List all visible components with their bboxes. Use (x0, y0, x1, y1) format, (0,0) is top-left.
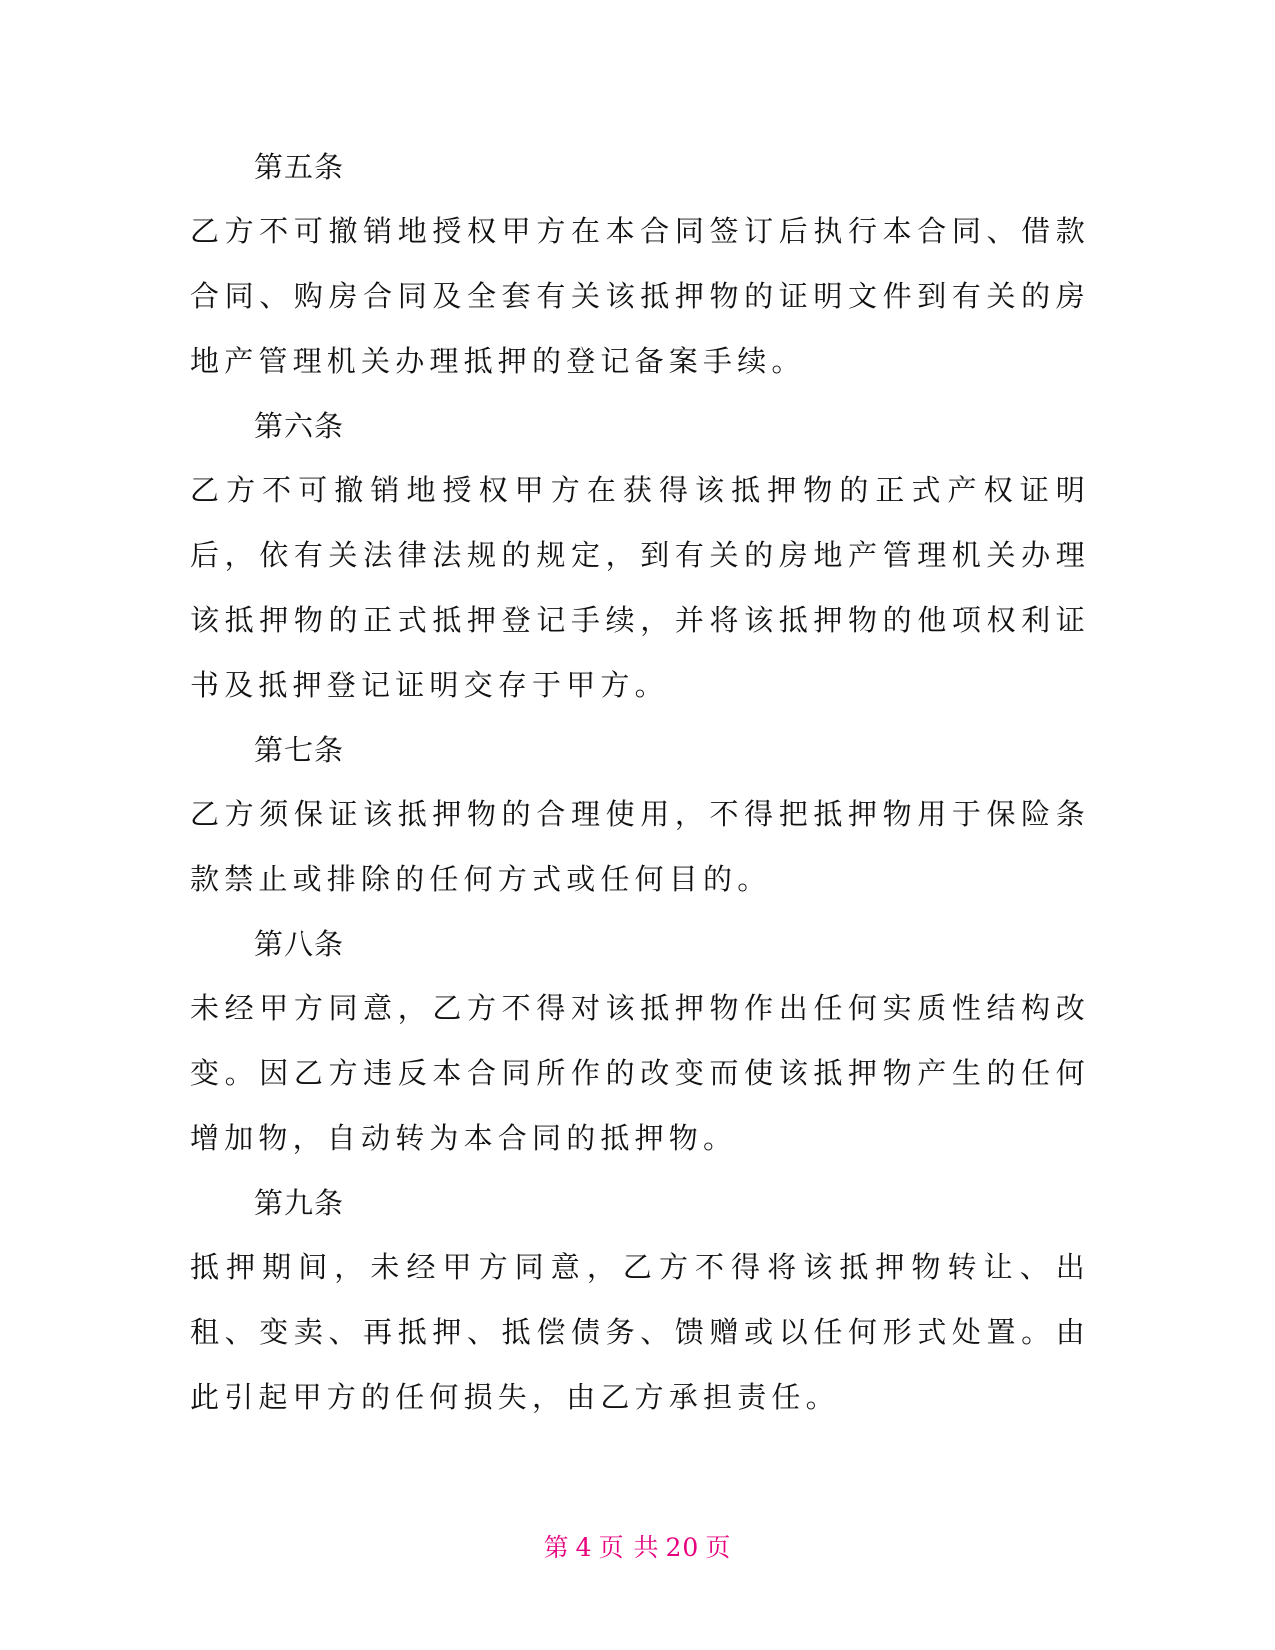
article-9 (190, 1171, 1090, 1430)
contract-content (190, 135, 1090, 1430)
current-page-number: 4 (575, 1533, 593, 1562)
article-5 (190, 135, 1090, 394)
article-body: 乙方不可撤销地授权甲方在获得该抵押物的正式产权证明后，依有关法律法规的规定，到有关的房地产管理机关办理该抵押物的正式抵押登记手续，并将该抵押物的他项权利证书及抵押登记证明交存于甲方。 (190, 473, 1090, 702)
article-heading: 第六条 (254, 409, 345, 443)
article-7 (190, 718, 1090, 912)
article-heading: 第八条 (254, 927, 345, 961)
page-footer (0, 1528, 1275, 1564)
article-heading: 第七条 (254, 733, 345, 767)
article-body: 抵押期间，未经甲方同意，乙方不得将该抵押物转让、出租、变卖、再抵押、抵偿债务、馈赠或以任何形式处置。由此引起甲方的任何损失，由乙方承担责任。 (190, 1250, 1090, 1414)
total-pages-number: 20 (665, 1533, 700, 1562)
article-6 (190, 394, 1090, 718)
article-body: 未经甲方同意，乙方不得对该抵押物作出任何实质性结构改变。因乙方违反本合同所作的改变而使该抵押物产生的任何增加物，自动转为本合同的抵押物。 (190, 991, 1090, 1155)
article-heading: 第九条 (254, 1186, 345, 1220)
article-8 (190, 912, 1090, 1171)
article-heading: 第五条 (254, 150, 345, 184)
footer-suffix: 页 (705, 1533, 732, 1562)
footer-middle: 页 共 (598, 1533, 660, 1562)
article-body: 乙方不可撤销地授权甲方在本合同签订后执行本合同、借款合同、购房合同及全套有关该抵押物的证明文件到有关的房地产管理机关办理抵押的登记备案手续。 (190, 214, 1090, 378)
article-body: 乙方须保证该抵押物的合理使用，不得把抵押物用于保险条款禁止或排除的任何方式或任何目的。 (190, 797, 1090, 896)
footer-prefix: 第 (543, 1533, 570, 1562)
